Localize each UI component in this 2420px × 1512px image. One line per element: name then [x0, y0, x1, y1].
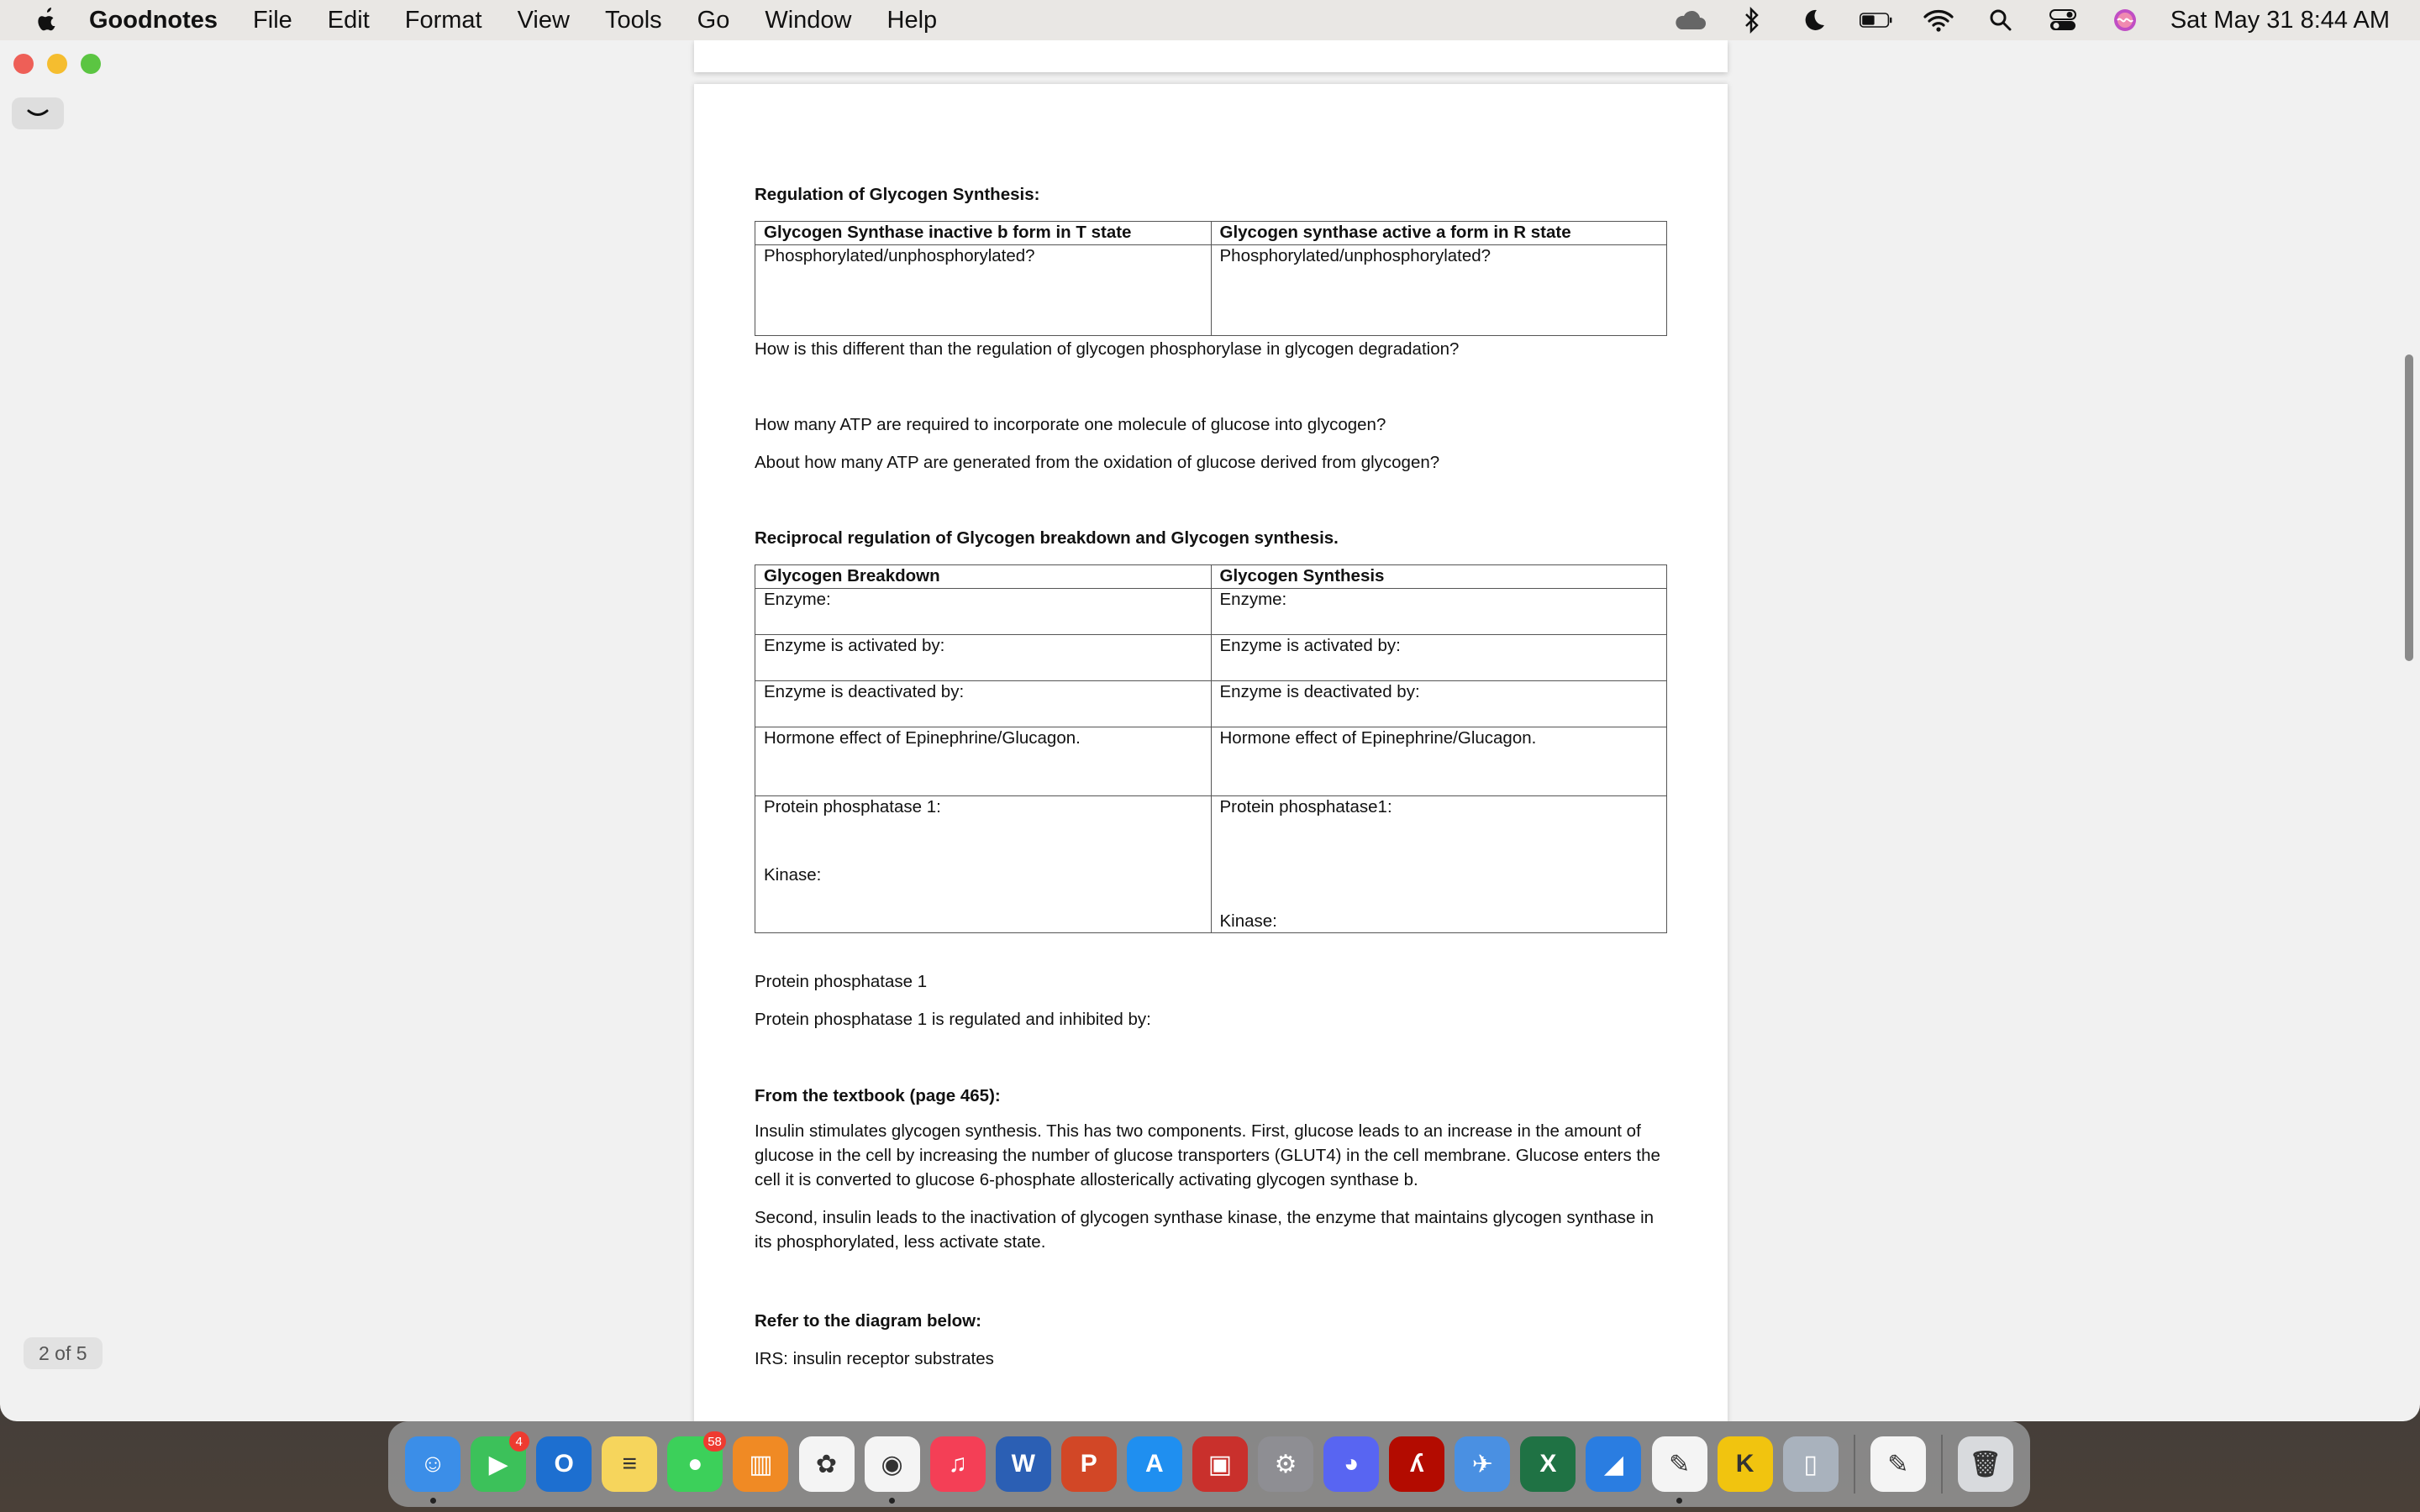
- preview-icon: ✎: [1870, 1436, 1926, 1492]
- apple-menu-icon[interactable]: [32, 3, 62, 37]
- app-name-menu[interactable]: Goodnotes: [89, 6, 218, 34]
- dock: [388, 1421, 2030, 1507]
- table-cell: Enzyme:: [755, 589, 1212, 635]
- notes-icon: ≡: [602, 1436, 657, 1492]
- textbook-paragraph-1: Insulin stimulates glycogen synthesis. This has two components. First, glucose leads to an increase in the amount of glucose in the cell by increasing the number of glucose transporters (GLUT4) in the cell membrane. Glucose enters the cell it is converted to glucose 6-phosphate allosterically activating glycogen synthase b.: [755, 1121, 1660, 1189]
- dock-app-trash[interactable]: [1953, 1431, 2018, 1497]
- table-header: Glycogen Synthase inactive b form in T state: [755, 222, 1212, 245]
- dock-app-system-settings[interactable]: [1254, 1431, 1318, 1497]
- table-cell: Phosphorylated/unphosphorylated?: [1211, 245, 1667, 336]
- finder-icon: ☺: [405, 1436, 460, 1492]
- table-cell: Enzyme is activated by:: [755, 635, 1212, 681]
- messages-icon: ●: [667, 1436, 723, 1492]
- trash-icon: 🗑: [1958, 1436, 2013, 1492]
- diagram-title: Refer to the diagram below:: [755, 1311, 981, 1331]
- siri-icon[interactable]: [2108, 3, 2142, 37]
- table-header: Glycogen Synthesis: [1211, 565, 1667, 589]
- menu-edit[interactable]: Edit: [327, 6, 370, 34]
- chevron-down-icon: [25, 108, 50, 119]
- word-icon: W: [996, 1436, 1051, 1492]
- pp1-heading: Protein phosphatase 1: [755, 972, 928, 991]
- control-center-icon[interactable]: [2046, 3, 2080, 37]
- window-close-button[interactable]: [13, 54, 34, 74]
- goodnotes-icon: ✎: [1652, 1436, 1707, 1492]
- table-cell: Hormone effect of Epinephrine/Glucagon.: [1211, 727, 1667, 796]
- dock-app-chrome[interactable]: [860, 1431, 924, 1497]
- table-cell: Enzyme is deactivated by:: [755, 681, 1212, 727]
- table-header: Glycogen synthase active a form in R state: [1211, 222, 1667, 245]
- music-icon: ♫: [930, 1436, 986, 1492]
- running-indicator: [1676, 1498, 1682, 1504]
- system-settings-icon: ⚙: [1258, 1436, 1313, 1492]
- dock-app-discord[interactable]: [1319, 1431, 1384, 1497]
- table-cell: [1211, 796, 1667, 933]
- irs-definition: IRS: insulin receptor substrates: [755, 1349, 994, 1368]
- spotlight-search-icon[interactable]: [1984, 3, 2018, 37]
- dock-app-photo-booth[interactable]: [1187, 1431, 1252, 1497]
- dock-app-notes[interactable]: [597, 1431, 662, 1497]
- dock-app-powerpoint[interactable]: [1056, 1431, 1121, 1497]
- running-indicator: [889, 1498, 895, 1504]
- collapse-toolbar-button[interactable]: [12, 97, 64, 129]
- iphone-mirroring-icon: ▯: [1783, 1436, 1839, 1492]
- dock-app-goodnotes-docs[interactable]: [1581, 1431, 1646, 1497]
- dock-app-goodnotes[interactable]: [1647, 1431, 1712, 1497]
- dock-app-facetime[interactable]: [466, 1431, 531, 1497]
- dock-app-excel[interactable]: [1516, 1431, 1581, 1497]
- menu-help[interactable]: Help: [886, 6, 938, 34]
- powerpoint-icon: P: [1061, 1436, 1117, 1492]
- goodnotes-window: [0, 40, 2420, 1421]
- menu-file[interactable]: File: [253, 6, 292, 34]
- battery-icon[interactable]: [1860, 3, 1893, 37]
- table-cell: Hormone effect of Epinephrine/Glucagon.: [755, 727, 1212, 796]
- menu-window[interactable]: Window: [765, 6, 852, 34]
- window-minimize-button[interactable]: [47, 54, 67, 74]
- pp1-regulated-question: Protein phosphatase 1 is regulated and inhibited by:: [755, 1010, 1151, 1029]
- table-cell: Enzyme is activated by:: [1211, 635, 1667, 681]
- photo-booth-icon: ▣: [1192, 1436, 1248, 1492]
- dock-separator: [1941, 1435, 1943, 1494]
- running-indicator: [430, 1498, 436, 1504]
- section-title-regulation: Regulation of Glycogen Synthesis:: [755, 185, 1040, 204]
- acrobat-icon: ʎ: [1389, 1436, 1444, 1492]
- question-atp-generated: About how many ATP are generated from the oxidation of glucose derived from glycogen?: [755, 453, 1440, 472]
- dock-app-messages[interactable]: [663, 1431, 728, 1497]
- dock-app-finder[interactable]: [401, 1431, 466, 1497]
- dock-app-word[interactable]: [991, 1431, 1055, 1497]
- kinase-label: Kinase:: [1219, 911, 1277, 931]
- table-header: Glycogen Breakdown: [755, 565, 1212, 589]
- notification-badge: 58: [703, 1431, 726, 1452]
- notification-badge: 4: [509, 1431, 529, 1452]
- facetime-icon: ▶: [471, 1436, 526, 1492]
- menu-format[interactable]: Format: [404, 6, 482, 34]
- menu-go[interactable]: Go: [697, 6, 730, 34]
- app-store-icon: A: [1127, 1436, 1182, 1492]
- discord-icon: ◕: [1323, 1436, 1379, 1492]
- document-page[interactable]: [694, 84, 1728, 1421]
- section-title-reciprocal: Reciprocal regulation of Glycogen breakdown and Glycogen synthesis.: [755, 528, 1339, 548]
- focus-moon-icon[interactable]: [1797, 3, 1831, 37]
- phosphatase-label: Protein phosphatase1:: [1219, 797, 1392, 816]
- dock-app-music[interactable]: [925, 1431, 990, 1497]
- dock-app-iphone-mirroring[interactable]: [1778, 1431, 1843, 1497]
- excel-icon: X: [1520, 1436, 1576, 1492]
- chrome-icon: ◉: [865, 1436, 920, 1492]
- dock-app-preview[interactable]: [1865, 1431, 1930, 1497]
- page-counter[interactable]: 2 of 5: [24, 1337, 103, 1369]
- goodnotes-docs-icon: ◢: [1586, 1436, 1641, 1492]
- outlook-icon: O: [536, 1436, 592, 1492]
- dock-app-testflight[interactable]: [1450, 1431, 1515, 1497]
- table-cell: Enzyme:: [1211, 589, 1667, 635]
- testflight-icon: ✈: [1455, 1436, 1510, 1492]
- dock-separator: [1854, 1435, 1855, 1494]
- dock-app-acrobat[interactable]: [1385, 1431, 1449, 1497]
- menubar-clock[interactable]: Sat May 31 8:44 AM: [2170, 6, 2390, 34]
- icloud-icon[interactable]: [1673, 3, 1707, 37]
- klack-icon: K: [1718, 1436, 1773, 1492]
- menu-tools[interactable]: Tools: [604, 6, 662, 34]
- dock-app-app-store[interactable]: [1122, 1431, 1186, 1497]
- photos-icon: ✿: [799, 1436, 855, 1492]
- textbook-paragraph-2: Second, insulin leads to the inactivation of glycogen synthase kinase, the enzyme that maintains glycogen synthase in its phosphorylated, less activate state.: [755, 1208, 1655, 1252]
- menu-bar: [0, 0, 2420, 40]
- dock-app-books[interactable]: [729, 1431, 793, 1497]
- question-regulation-difference: How is this different than the regulation of glycogen phosphorylase in glycogen degradation?: [755, 339, 1460, 359]
- wifi-icon[interactable]: [1922, 3, 1955, 37]
- dock-app-outlook[interactable]: [532, 1431, 597, 1497]
- previous-page-edge[interactable]: [694, 40, 1728, 72]
- table-cell: Phosphorylated/unphosphorylated?: [755, 245, 1212, 336]
- menu-view[interactable]: View: [517, 6, 570, 34]
- kinase-label: Kinase:: [764, 865, 822, 885]
- books-icon: ▥: [733, 1436, 788, 1492]
- table-cell: Enzyme is deactivated by:: [1211, 681, 1667, 727]
- table-cell: [755, 796, 1212, 933]
- textbook-title: From the textbook (page 465):: [755, 1086, 1001, 1105]
- dock-app-photos[interactable]: [794, 1431, 859, 1497]
- dock-app-klack[interactable]: [1712, 1431, 1777, 1497]
- question-atp-required: How many ATP are required to incorporate one molecule of glucose into glycogen?: [755, 415, 1386, 434]
- reciprocal-regulation-table: [755, 564, 1667, 933]
- window-zoom-button[interactable]: [81, 54, 101, 74]
- bluetooth-icon[interactable]: [1735, 3, 1769, 37]
- glycogen-synthase-table: [755, 221, 1667, 336]
- vertical-scrollbar[interactable]: [2405, 354, 2413, 661]
- phosphatase-label: Protein phosphatase 1:: [764, 797, 941, 816]
